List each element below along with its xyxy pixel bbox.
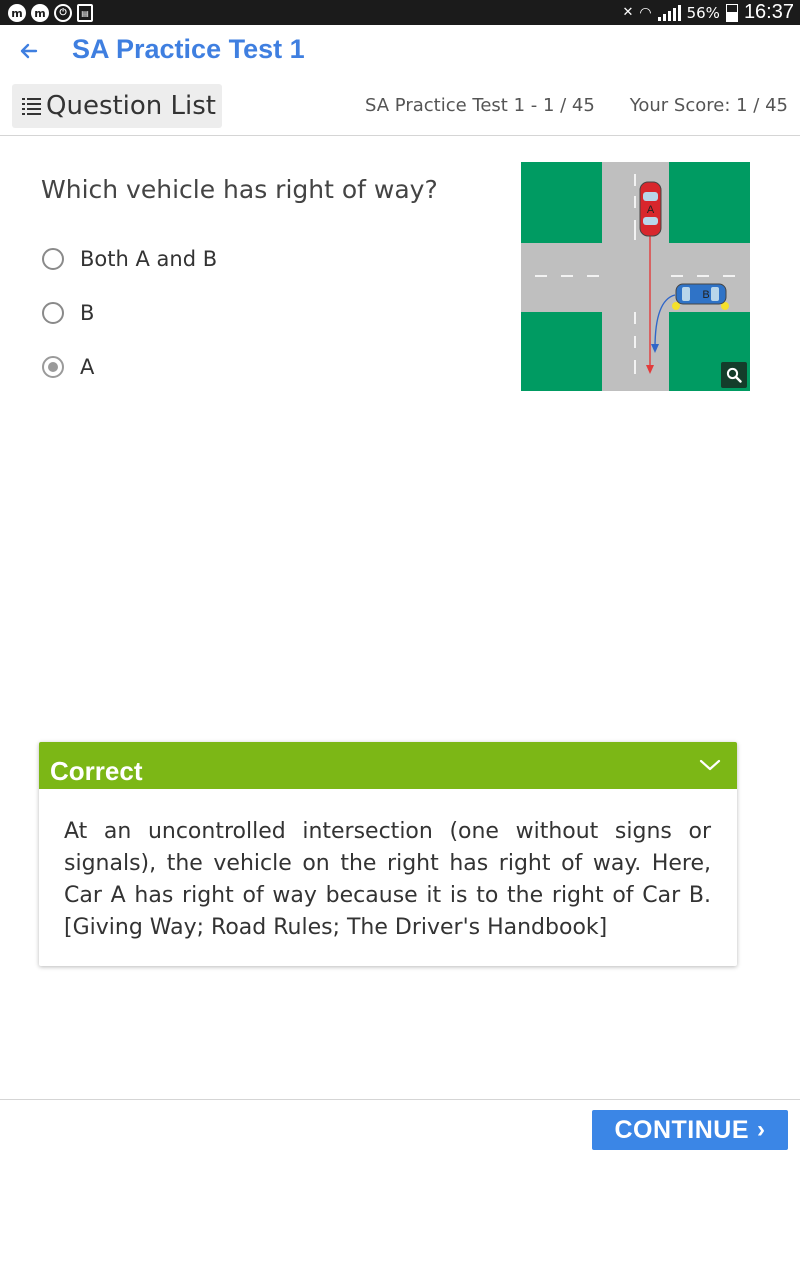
- radio-button[interactable]: [42, 248, 64, 270]
- chevron-down-icon[interactable]: [699, 754, 721, 776]
- feedback-title: Correct: [50, 756, 143, 786]
- app-notification-icon: m: [31, 4, 49, 22]
- signal-icon: [658, 5, 681, 21]
- battery-percent: 56%: [686, 3, 720, 22]
- zoom-button[interactable]: [721, 362, 747, 388]
- mute-icon: ✕: [622, 5, 634, 20]
- back-arrow-icon[interactable]: [14, 33, 44, 69]
- question-list-label: Question List: [46, 91, 217, 121]
- feedback-header[interactable]: [39, 742, 737, 789]
- intersection-svg: [521, 162, 750, 391]
- app-header: [0, 25, 800, 81]
- answer-option[interactable]: [42, 352, 94, 382]
- header-divider: [0, 135, 800, 136]
- power-icon: ⏻: [54, 4, 72, 22]
- continue-label: CONTINUE: [614, 1115, 750, 1144]
- system-icons: [622, 0, 794, 25]
- back-arrow-svg: [14, 33, 44, 69]
- status-bar: [0, 0, 800, 25]
- footer-divider: [0, 1099, 800, 1100]
- grass-block: [521, 162, 602, 243]
- grass-block: [669, 162, 750, 243]
- question-text: Which vehicle has right of way?: [41, 175, 438, 204]
- intersection-diagram[interactable]: [521, 162, 750, 391]
- continue-button[interactable]: [592, 1110, 788, 1150]
- app-notification-icon: m: [8, 4, 26, 22]
- page-title: SA Practice Test 1: [72, 34, 305, 64]
- question-list-button[interactable]: [12, 84, 222, 128]
- answer-option[interactable]: [42, 244, 217, 274]
- list-icon: [22, 98, 44, 115]
- wifi-icon: ◠: [639, 4, 652, 21]
- grass-block: [521, 312, 602, 391]
- feedback-card: [39, 742, 737, 966]
- answer-option-label: B: [80, 301, 95, 325]
- radio-button-selected[interactable]: [42, 356, 64, 378]
- feedback-explanation: At an uncontrolled intersection (one without signs or signals), the vehicle on the right has right of way. Here, Car A has right of way because it is to the right of Car B. [Giving Way; Road Rules; The Driver's Handbook]: [64, 819, 711, 940]
- magnifier-icon: [721, 362, 747, 388]
- answer-option[interactable]: [42, 298, 94, 328]
- answer-option-label: Both A and B: [80, 247, 218, 271]
- score-display: Your Score: 1 / 45: [629, 95, 788, 116]
- car-a-label: A: [646, 204, 655, 216]
- screenshot-icon: ▤: [77, 4, 93, 22]
- notification-icons: [8, 3, 93, 23]
- battery-icon: [726, 4, 738, 22]
- test-progress: SA Practice Test 1 - 1 / 45: [365, 95, 595, 116]
- answer-option-label: A: [80, 355, 95, 379]
- clock: 16:37: [743, 1, 794, 23]
- chevron-right-icon: ›: [757, 1116, 766, 1143]
- car-b-label: B: [702, 289, 710, 301]
- radio-button[interactable]: [42, 302, 64, 324]
